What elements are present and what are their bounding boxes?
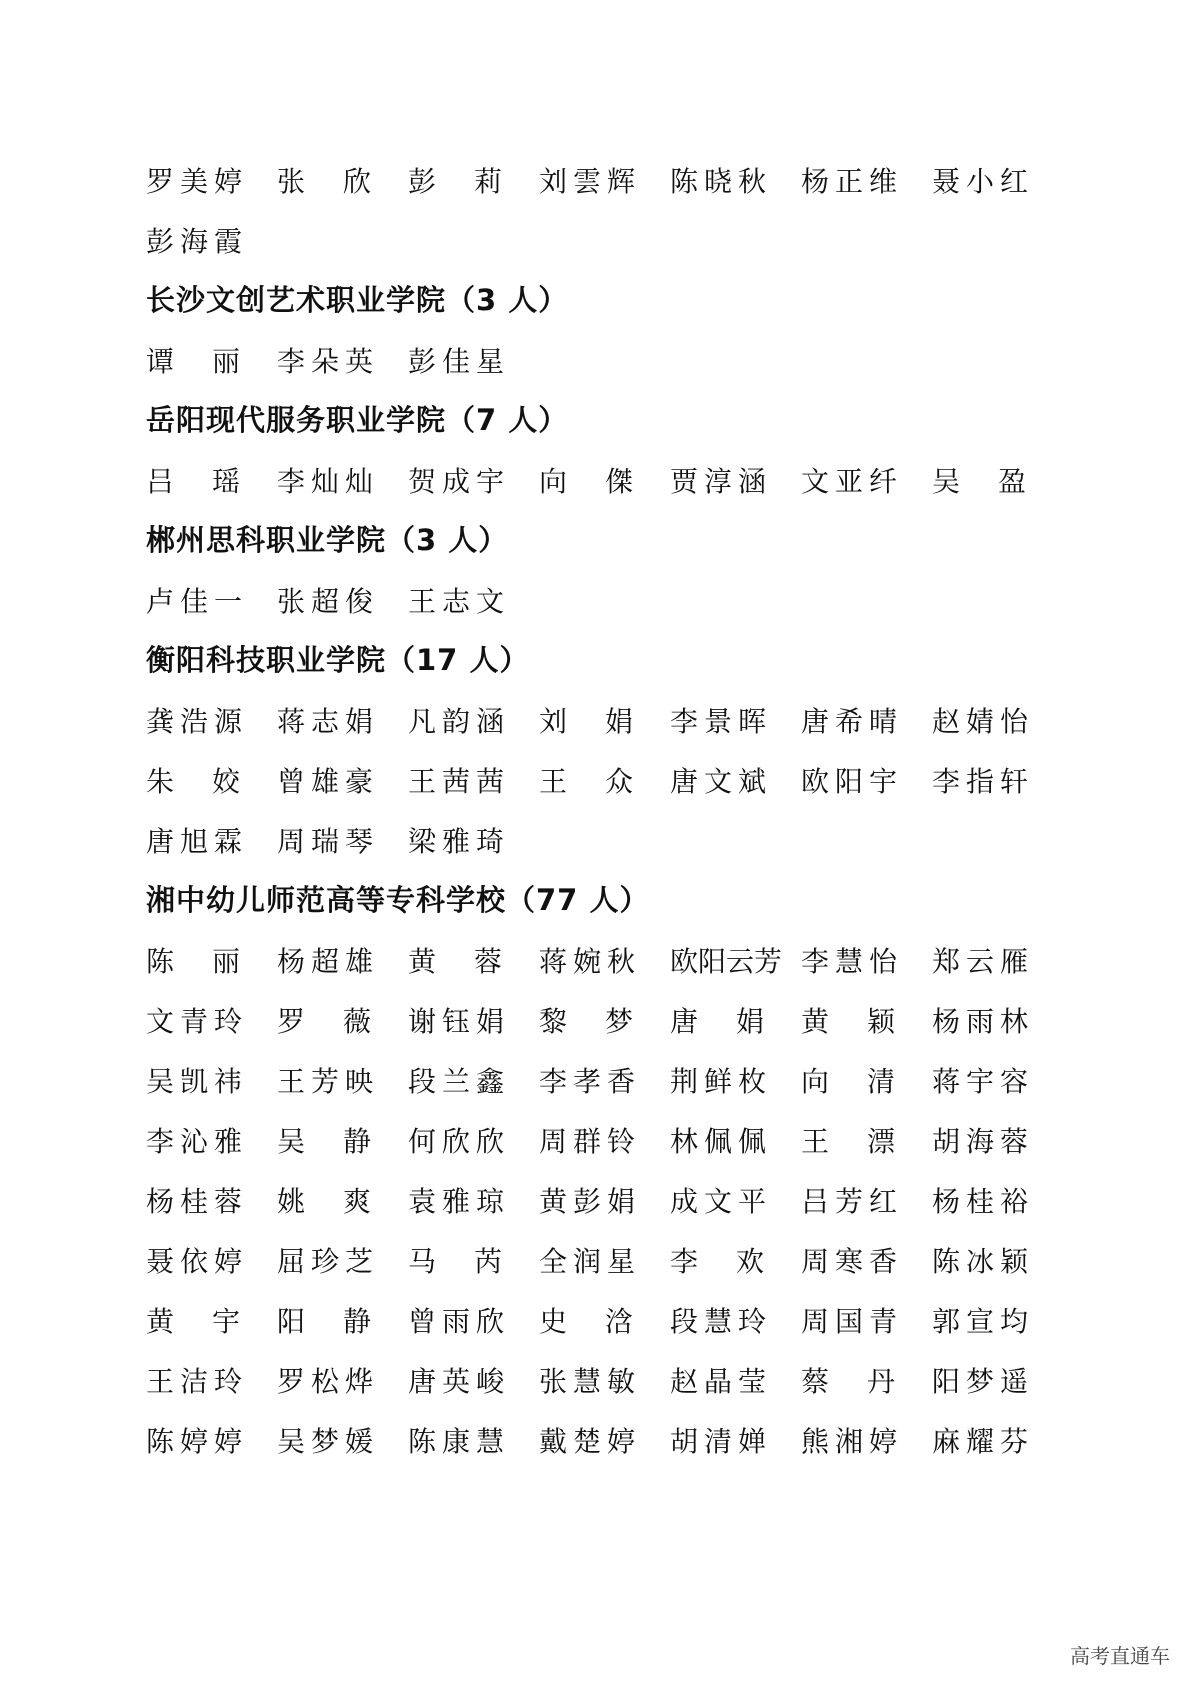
person-name: 杨 桂 蓉 (146, 1185, 249, 1218)
name-row (146, 1050, 1046, 1110)
person-name: 戴 楚 婷 (539, 1425, 642, 1458)
person-name: 李 欢 (670, 1245, 770, 1278)
person-name: 何 欣 欣 (408, 1125, 511, 1158)
person-name: 李 灿 灿 (277, 465, 380, 498)
person-name: 彭 莉 (408, 165, 508, 198)
person-name: 卢 佳 一 (146, 585, 249, 618)
person-name: 李 慧 怡 (801, 945, 904, 978)
person-name: 荆 鲜 枚 (670, 1065, 773, 1098)
person-name: 阳 梦 遥 (932, 1365, 1035, 1398)
person-name: 吕 瑶 (146, 465, 246, 498)
person-name: 吴 梦 媛 (277, 1425, 380, 1458)
name-row (146, 450, 1046, 510)
person-name: 吴 凯 祎 (146, 1065, 249, 1098)
person-name: 黄 宇 (146, 1305, 246, 1338)
person-name: 胡 清 婵 (670, 1425, 773, 1458)
name-row (146, 1290, 1046, 1350)
person-name: 唐 文 斌 (670, 765, 773, 798)
person-name: 张 超 俊 (277, 585, 380, 618)
person-name: 黄 颖 (801, 1005, 901, 1038)
person-name: 全 润 星 (539, 1245, 642, 1278)
person-name: 吴 静 (277, 1125, 377, 1158)
person-name: 陈 晓 秋 (670, 165, 773, 198)
person-name: 张 慧 敏 (539, 1365, 642, 1398)
person-name: 谢 钰 娟 (408, 1005, 511, 1038)
person-name: 谭 丽 (146, 345, 246, 378)
person-name: 陈 康 慧 (408, 1425, 511, 1458)
person-name: 黄 蓉 (408, 945, 508, 978)
intro-name-list (146, 150, 1046, 270)
person-name: 熊 湘 婷 (801, 1425, 904, 1458)
person-name: 向 傑 (539, 465, 639, 498)
person-name: 王 芳 映 (277, 1065, 380, 1098)
school-title: 郴州思科职业学院（3 人） (146, 523, 509, 557)
person-name: 贺 成 宇 (408, 465, 511, 498)
person-name: 张 欣 (277, 165, 377, 198)
person-name: 杨 超 雄 (277, 945, 380, 978)
person-name: 唐 希 晴 (801, 705, 904, 738)
person-name: 袁 雅 琼 (408, 1185, 511, 1218)
person-name: 胡 海 蓉 (932, 1125, 1035, 1158)
person-name: 欧 阳 云 芳 (670, 945, 783, 978)
person-name: 曾 雨 欣 (408, 1305, 511, 1338)
name-row (146, 990, 1046, 1050)
person-name: 杨 雨 林 (932, 1005, 1035, 1038)
person-name: 黄 彭 娟 (539, 1185, 642, 1218)
name-row (146, 750, 1046, 810)
person-name: 刘 娟 (539, 705, 639, 738)
person-name: 杨 桂 裕 (932, 1185, 1035, 1218)
person-name: 黎 梦 (539, 1005, 639, 1038)
name-row (146, 1350, 1046, 1410)
person-name: 杨 正 维 (801, 165, 904, 198)
person-name: 罗 松 烨 (277, 1365, 380, 1398)
school-section (146, 270, 1046, 390)
person-name: 阳 静 (277, 1305, 377, 1338)
person-name: 麻 耀 芬 (932, 1425, 1035, 1458)
person-name: 文 亚 纤 (801, 465, 904, 498)
person-name: 欧 阳 宇 (801, 765, 904, 798)
person-name: 马 芮 (408, 1245, 508, 1278)
person-name: 周 国 青 (801, 1305, 904, 1338)
person-name: 曾 雄 豪 (277, 765, 380, 798)
person-name: 周 瑞 琴 (277, 825, 380, 858)
person-name: 彭 海 霞 (146, 225, 249, 258)
person-name: 罗 薇 (277, 1005, 377, 1038)
person-name: 王 漂 (801, 1125, 901, 1158)
person-name: 蒋 志 娟 (277, 705, 380, 738)
person-name: 李 景 晖 (670, 705, 773, 738)
school-section (146, 390, 1046, 510)
school-title: 长沙文创艺术职业学院（3 人） (146, 283, 569, 317)
person-name: 周 群 铃 (539, 1125, 642, 1158)
person-name: 陈 婷 婷 (146, 1425, 249, 1458)
name-row (146, 930, 1046, 990)
name-row (146, 810, 1046, 870)
person-name: 李 沁 雅 (146, 1125, 249, 1158)
person-name: 郭 宣 均 (932, 1305, 1035, 1338)
person-name: 吕 芳 红 (801, 1185, 904, 1218)
person-name: 陈 丽 (146, 945, 246, 978)
person-name: 王 志 文 (408, 585, 511, 618)
person-name: 吴 盈 (932, 465, 1032, 498)
name-row (146, 210, 1046, 270)
person-name: 蒋 婉 秋 (539, 945, 642, 978)
person-name: 段 慧 玲 (670, 1305, 773, 1338)
person-name: 罗 美 婷 (146, 165, 249, 198)
person-name: 赵 晶 莹 (670, 1365, 773, 1398)
person-name: 蒋 宇 容 (932, 1065, 1035, 1098)
person-name: 朱 姣 (146, 765, 246, 798)
person-name: 刘 雲 辉 (539, 165, 642, 198)
person-name: 姚 爽 (277, 1185, 377, 1218)
person-name: 李 指 轩 (932, 765, 1035, 798)
person-name: 文 青 玲 (146, 1005, 249, 1038)
name-row (146, 330, 1046, 390)
name-row (146, 570, 1046, 630)
name-row (146, 1230, 1046, 1290)
school-title: 岳阳现代服务职业学院（7 人） (146, 403, 569, 437)
person-name: 史 浛 (539, 1305, 639, 1338)
name-row (146, 150, 1046, 210)
watermark-text: 高考直通车 (1070, 1644, 1170, 1668)
person-name: 唐 娟 (670, 1005, 770, 1038)
person-name: 李 孝 香 (539, 1065, 642, 1098)
person-name: 凡 韵 涵 (408, 705, 511, 738)
person-name: 林 佩 佩 (670, 1125, 773, 1158)
person-name: 赵 婧 怡 (932, 705, 1035, 738)
school-section (146, 630, 1046, 870)
person-name: 唐 旭 霖 (146, 825, 249, 858)
person-name: 龚 浩 源 (146, 705, 249, 738)
section-list (146, 270, 1046, 1470)
person-name: 周 寒 香 (801, 1245, 904, 1278)
name-row (146, 1410, 1046, 1470)
person-name: 成 文 平 (670, 1185, 773, 1218)
person-name: 梁 雅 琦 (408, 825, 511, 858)
person-name: 贾 淳 涵 (670, 465, 773, 498)
name-row (146, 1170, 1046, 1230)
person-name: 向 清 (801, 1065, 901, 1098)
person-name: 聂 小 红 (932, 165, 1035, 198)
school-title: 湘中幼儿师范高等专科学校（77 人） (146, 883, 650, 917)
person-name: 李 朵 英 (277, 345, 380, 378)
person-name: 蔡 丹 (801, 1365, 901, 1398)
person-name: 唐 英 峻 (408, 1365, 511, 1398)
person-name: 郑 云 雁 (932, 945, 1035, 978)
person-name: 王 众 (539, 765, 639, 798)
name-row (146, 690, 1046, 750)
person-name: 聂 依 婷 (146, 1245, 249, 1278)
person-name: 王 茜 茜 (408, 765, 511, 798)
person-name: 段 兰 鑫 (408, 1065, 511, 1098)
document-page (146, 150, 1046, 1470)
school-section (146, 870, 1046, 1470)
person-name: 陈 冰 颖 (932, 1245, 1035, 1278)
person-name: 王 洁 玲 (146, 1365, 249, 1398)
school-section (146, 510, 1046, 630)
school-title: 衡阳科技职业学院（17 人） (146, 643, 530, 677)
name-row (146, 1110, 1046, 1170)
person-name: 屈 珍 芝 (277, 1245, 380, 1278)
person-name: 彭 佳 星 (408, 345, 511, 378)
